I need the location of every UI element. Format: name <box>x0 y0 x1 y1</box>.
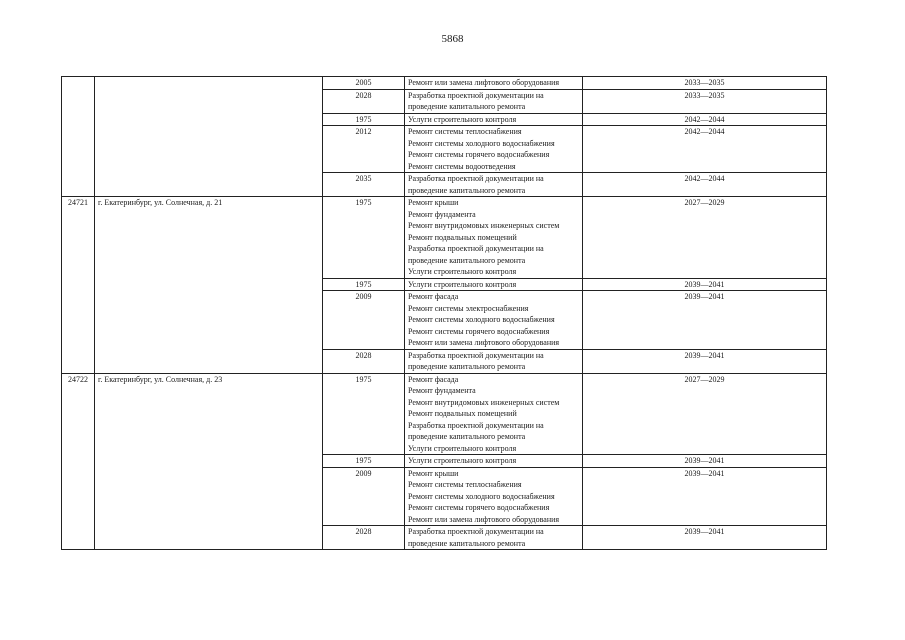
work-type-line: Ремонт системы теплоснабжения <box>408 127 522 136</box>
work-type-line: Разработка проектной документации на <box>408 90 544 100</box>
work-types-cell <box>405 526 583 550</box>
work-type-line: Ремонт или замена лифтового оборудования <box>408 78 560 87</box>
house-id-cell <box>62 77 95 197</box>
period-cell: 2042—2044 <box>583 126 827 173</box>
work-type-line: Ремонт системы горячего водоснабжения <box>408 503 550 512</box>
work-type-line: Ремонт системы холодного водоснабжения <box>408 138 555 148</box>
work-type-line: Ремонт внутридомовых инженерных систем <box>408 397 560 407</box>
work-type-line: Ремонт крыши <box>408 468 459 478</box>
year-cell: 1975 <box>323 197 405 279</box>
year-cell: 2005 <box>323 77 405 90</box>
period-cell: 2039—2041 <box>583 526 827 550</box>
page-number: 5868 <box>441 33 464 45</box>
work-types-cell <box>405 173 583 197</box>
work-type-line: проведение капитального ремонта <box>408 538 526 548</box>
work-types-cell <box>405 197 583 279</box>
year-cell: 2035 <box>323 173 405 197</box>
work-types-cell <box>405 77 583 90</box>
work-type-line: Ремонт системы горячего водоснабжения <box>408 150 550 159</box>
work-type-line: Ремонт системы горячего водоснабжения <box>408 326 550 336</box>
table-row <box>62 197 827 279</box>
work-type-line: Ремонт подвальных помещений <box>408 232 517 242</box>
work-type-line: Разработка проектной документации на <box>408 527 544 536</box>
work-type-line: Разработка проектной документации на <box>408 244 544 253</box>
period-cell: 2027—2029 <box>583 373 827 455</box>
work-type-line: проведение капитального ремонта <box>408 185 526 195</box>
work-types-cell <box>405 349 583 373</box>
work-type-line: Ремонт фундамента <box>408 209 476 219</box>
period-cell: 2039—2041 <box>583 278 827 291</box>
work-type-line: Ремонт фундамента <box>408 386 476 395</box>
work-type-line: Ремонт или замена лифтового оборудования <box>408 338 560 347</box>
work-types-cell <box>405 126 583 173</box>
work-type-line: Разработка проектной документации на <box>408 174 544 183</box>
house-id-cell: 24722 <box>62 373 95 550</box>
period-cell: 2039—2041 <box>583 467 827 526</box>
work-type-line: проведение капитального ремонта <box>408 102 526 111</box>
work-type-line: Разработка проектной документации на <box>408 420 544 430</box>
work-type-line: Ремонт системы теплоснабжения <box>408 480 522 489</box>
period-cell: 2039—2041 <box>583 349 827 373</box>
house-address-cell: г. Екатеринбург, ул. Солнечная, д. 21 <box>95 197 323 374</box>
period-cell: 2027—2029 <box>583 197 827 279</box>
work-type-line: Ремонт системы водоотведения <box>408 161 516 171</box>
table-row <box>62 373 827 455</box>
period-cell: 2039—2041 <box>583 291 827 350</box>
work-types-cell <box>405 467 583 526</box>
work-type-line: Ремонт системы холодного водоснабжения <box>408 315 555 324</box>
house-address-cell <box>95 77 323 197</box>
repair-schedule-table <box>61 76 827 550</box>
work-type-line: Ремонт подвальных помещений <box>408 409 517 418</box>
work-type-line: Ремонт фасада <box>408 292 459 301</box>
period-cell: 2042—2044 <box>583 173 827 197</box>
period-cell: 2033—2035 <box>583 77 827 90</box>
work-type-line: Ремонт или замена лифтового оборудования <box>408 514 560 524</box>
work-type-line: Ремонт системы холодного водоснабжения <box>408 491 555 501</box>
work-types-cell <box>405 291 583 350</box>
house-address-cell: г. Екатеринбург, ул. Солнечная, д. 23 <box>95 373 323 550</box>
year-cell: 2028 <box>323 526 405 550</box>
period-cell: 2042—2044 <box>583 113 827 126</box>
year-cell: 1975 <box>323 113 405 126</box>
work-type-line: Услуги строительного контроля <box>408 267 517 276</box>
work-type-line: Ремонт системы электроснабжения <box>408 303 529 313</box>
year-cell: 2009 <box>323 291 405 350</box>
repair-schedule-body <box>62 77 827 550</box>
work-types-cell <box>405 373 583 455</box>
work-type-line: Ремонт фасада <box>408 374 459 384</box>
year-cell: 2012 <box>323 126 405 173</box>
work-type-line: Ремонт внутридомовых инженерных систем <box>408 221 560 230</box>
work-type-line: Ремонт крыши <box>408 198 459 207</box>
work-type-line: проведение капитального ремонта <box>408 362 526 371</box>
year-cell: 2009 <box>323 467 405 526</box>
table-row <box>62 77 827 90</box>
year-cell: 1975 <box>323 455 405 468</box>
work-type-line: проведение капитального ремонта <box>408 432 526 441</box>
year-cell: 1975 <box>323 278 405 291</box>
year-cell: 2028 <box>323 89 405 113</box>
year-cell: 2028 <box>323 349 405 373</box>
house-id-cell: 24721 <box>62 197 95 374</box>
work-types-cell <box>405 455 583 468</box>
work-types-cell <box>405 89 583 113</box>
period-cell: 2039—2041 <box>583 455 827 468</box>
work-type-line: проведение капитального ремонта <box>408 255 526 265</box>
work-type-line: Разработка проектной документации на <box>408 350 544 360</box>
work-type-line: Услуги строительного контроля <box>408 456 517 465</box>
work-type-line: Услуги строительного контроля <box>408 443 517 453</box>
work-type-line: Услуги строительного контроля <box>408 279 517 289</box>
work-types-cell <box>405 278 583 291</box>
period-cell: 2033—2035 <box>583 89 827 113</box>
work-type-line: Услуги строительного контроля <box>408 114 517 124</box>
work-types-cell <box>405 113 583 126</box>
year-cell: 1975 <box>323 373 405 455</box>
